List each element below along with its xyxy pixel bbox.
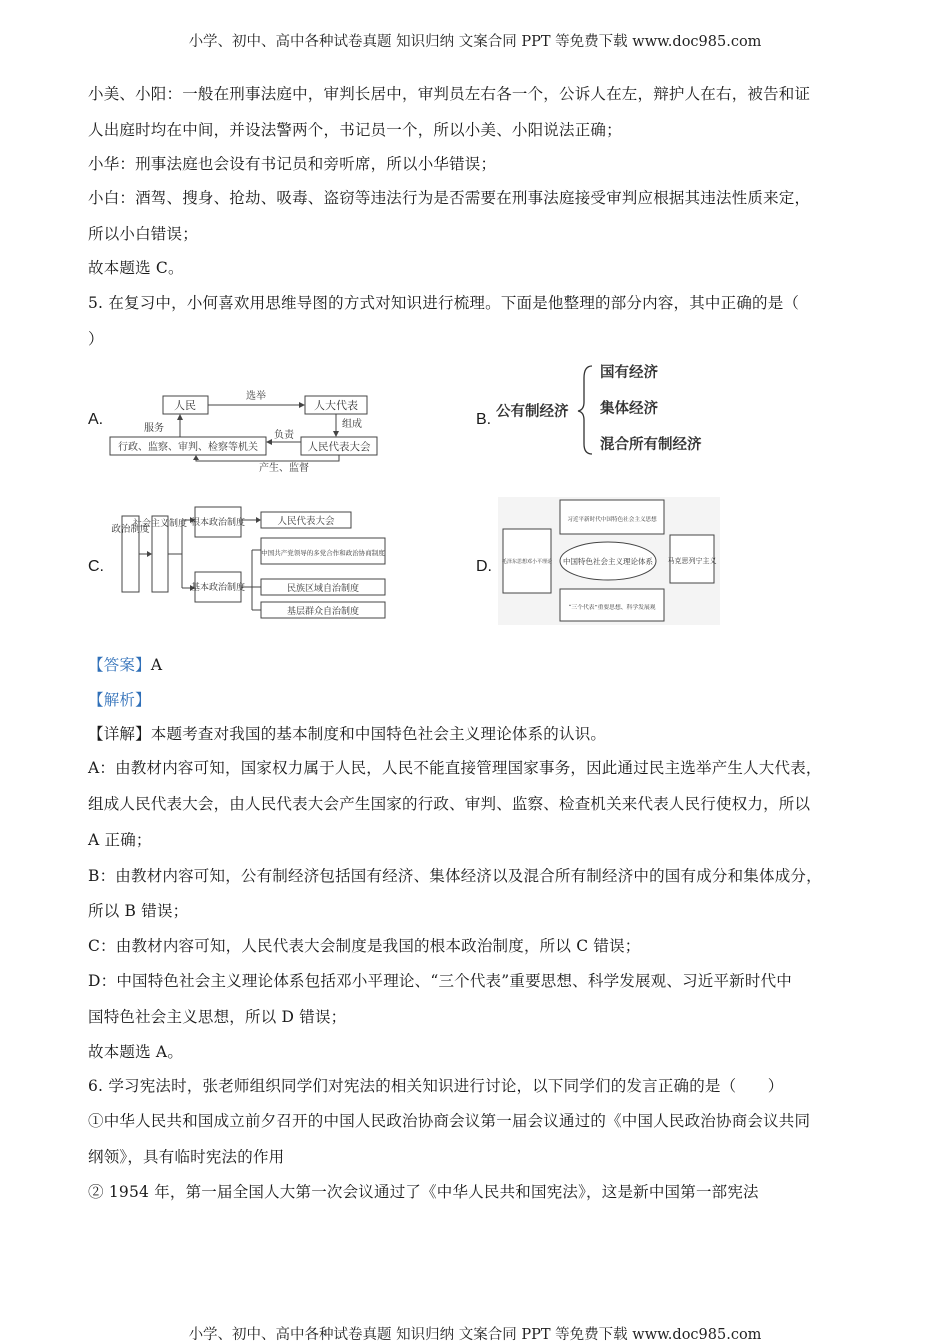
diagram-d <box>498 497 720 625</box>
answer-value: A <box>150 656 163 674</box>
label-responsible: 负责 <box>274 430 294 441</box>
question-6-item-1: ①中华人民共和国成立前夕召开的中国人民政治协商会议第一届会议通过的《中国人民政治协商会议共同 <box>88 1112 811 1130</box>
text-line: 小美、小阳：一般在刑事法庭中，审判长居中，审判员左右各一个，公诉人在左，辩护人在右，被告和证 <box>88 85 811 103</box>
label-marxism: 马克思列宁主义 <box>667 557 717 565</box>
question-5-stem-end: ） <box>88 330 104 348</box>
text-line: 所以 B 错误； <box>88 902 189 920</box>
option-a-label: A. <box>88 411 104 428</box>
option-b-label: B. <box>476 411 492 428</box>
answer-line <box>88 653 162 675</box>
label-deputies: 人大代表 <box>314 399 358 412</box>
label-mao-deng: 毛泽东思想邓小平理论 <box>501 559 553 565</box>
text-line: 故本题选 C。 <box>88 259 184 277</box>
label-state-economy: 国有经济 <box>600 364 658 381</box>
label-organize: 组成 <box>342 419 362 430</box>
diagram-b <box>494 358 724 458</box>
label-socialist-system: 社会主义制度 <box>132 519 188 529</box>
page-footer: 小学、初中、高中各种试卷真题 知识归纳 文案合同 PPT 等免费下载 www.doc985.com <box>188 1327 762 1343</box>
text-line: 人出庭时均在中间，并设法警两个，书记员一个，所以小美、小阳说法正确； <box>88 121 622 139</box>
label-xi-thought: 习近平新时代中国特色社会主义思想 <box>567 517 657 523</box>
label-fundamental-system: 根本政治制度 <box>190 518 246 528</box>
label-npc: 人民代表大会 <box>277 516 335 527</box>
label-basic-system: 基本政治制度 <box>190 583 246 593</box>
question-6-item-2: ② 1954 年，第一届全国人大第一次会议通过了《中华人民共和国宪法》，这是新中国第一部宪法 <box>88 1183 759 1201</box>
text-line: 所以小白错误； <box>88 225 198 243</box>
analysis-label: 【解析】 <box>88 691 151 709</box>
text-line: B：由教材内容可知，公有制经济包括国有经济、集体经济以及混合所有制经济中的国有成分和集体成分， <box>88 867 822 885</box>
text-line: 国特色社会主义思想，所以 D 错误； <box>88 1008 347 1026</box>
text-line: C：由教材内容可知，人民代表大会制度是我国的根本政治制度，所以 C 错误； <box>88 937 641 955</box>
text-line: 【详解】本题考查对我国的基本制度和中国特色社会主义理论体系的认识。 <box>88 725 607 743</box>
text-line: A：由教材内容可知，国家权力属于人民，人民不能直接管理国家事务，因此通过民主选举产生人大代表， <box>88 759 822 777</box>
label-three-represents: “三个代表”重要思想、科学发展观 <box>568 605 656 611</box>
label-produce: 产生、监督 <box>259 463 309 474</box>
text-line: 组成人民代表大会，由人民代表大会产生国家的行政、审判、监察、检查机关来代表人民行使权力，所以 <box>88 795 811 813</box>
page-header: 小学、初中、高中各种试卷真题 知识归纳 文案合同 PPT 等免费下载 www.doc985.com <box>188 34 762 50</box>
text-line: A 正确； <box>88 831 152 849</box>
question-6-stem: 6. 学习宪法时，张老师组织同学们对宪法的相关知识进行讨论，以下同学们的发言正确的是（ ） <box>88 1077 784 1095</box>
text-line: 小白：酒驾、搜身、抢劫、吸毒、盗窃等违法行为是否需要在刑事法庭接受审判应根据其违法性质来定， <box>88 189 811 207</box>
label-cpc-cooperation: 中国共产党领导的多党合作和政治协商制度 <box>261 549 385 557</box>
answer-label: 【答案】 <box>88 656 151 674</box>
diagram-c <box>111 502 390 624</box>
label-people: 人民 <box>174 399 196 412</box>
label-ethnic-autonomy: 民族区域自治制度 <box>286 584 360 594</box>
text-line: 小华：刑事法庭也会设有书记员和旁听席，所以小华错误； <box>88 155 497 173</box>
label-public-economy: 公有制经济 <box>496 403 569 420</box>
label-mixed-economy: 混合所有制经济 <box>600 436 702 453</box>
label-organs: 行政、监察、审判、检察等机关 <box>118 442 258 453</box>
label-congress: 人民代表大会 <box>307 441 371 453</box>
text-line: D：中国特色社会主义理论体系包括邓小平理论、“三个代表”重要思想、科学发展观、习近平新时代中 <box>88 972 792 990</box>
question-6-item-1-cont: 纲领》，具有临时宪法的作用 <box>88 1148 285 1166</box>
label-grassroots-autonomy: 基层群众自治制度 <box>286 607 360 617</box>
label-elect: 选举 <box>246 391 266 402</box>
option-d-label: D. <box>476 558 492 575</box>
option-c-label: C. <box>88 558 104 575</box>
label-theory-system: 中国特色社会主义理论体系 <box>563 557 653 566</box>
diagram-a <box>108 388 383 472</box>
label-political-system: 政治制度 <box>111 524 150 535</box>
label-serve: 服务 <box>144 423 164 434</box>
question-5-stem: 5. 在复习中，小何喜欢用思维导图的方式对知识进行梳理。下面是他整理的部分内容，其中正确的是（ <box>88 294 800 312</box>
label-collective-economy: 集体经济 <box>600 400 658 417</box>
text-line: 故本题选 A。 <box>88 1043 184 1061</box>
